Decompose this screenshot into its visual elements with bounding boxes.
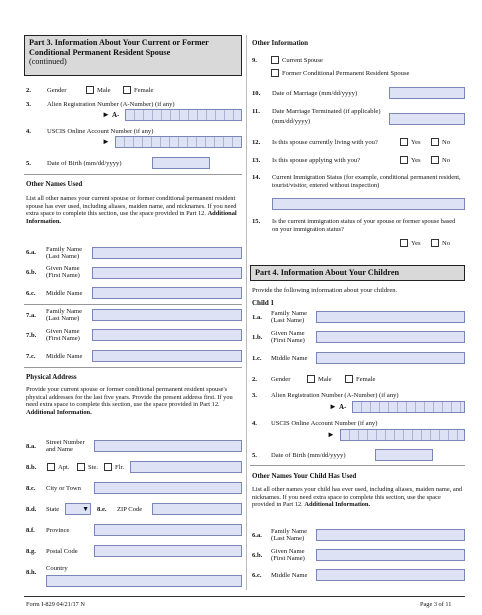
c5-label: Date of Birth (mm/dd/yyyy) (271, 452, 346, 459)
q13-label: Is this spouse applying with you? (272, 157, 361, 164)
q8b-number: 8.b. (26, 464, 37, 471)
zip-input[interactable] (152, 503, 242, 515)
other-family-name-input-2[interactable] (92, 309, 242, 321)
q7c-label: Middle Name (46, 353, 83, 360)
child-other-names-instructions (252, 486, 465, 509)
c3-label: Alien Registration Number (A-Number) (if any) (271, 392, 399, 399)
province-input[interactable] (94, 524, 242, 536)
ste-label: Ste. (88, 464, 99, 471)
q6a-label: Family Name (Last Name) (46, 246, 83, 260)
part4-header (250, 265, 465, 281)
child-family-name-input[interactable] (316, 311, 465, 323)
unit-number-input[interactable] (130, 461, 242, 473)
applying-yes-checkbox[interactable] (400, 156, 408, 164)
physical-address-additional: Additional Information. (26, 409, 92, 417)
state-select[interactable] (65, 503, 91, 515)
child-a-number-input[interactable] (352, 401, 465, 413)
child-other-names-para: List all other names your child has ever used, including aliases, maiden name, and nicknames. If you need extra space to complete this section, use the space provided in Part 12. (252, 486, 463, 509)
q8g-label: Postal Code (46, 548, 78, 555)
q7a-label: Family Name (Last Name) (46, 308, 83, 322)
c1c-label: Middle Name (271, 355, 308, 362)
footer-page-number: Page 3 of 11 (420, 601, 452, 608)
q7b-number: 7.b. (26, 332, 37, 339)
q6c-label: Middle Name (46, 290, 83, 297)
group-divider (24, 304, 242, 305)
physical-address-para: Provide your current spouse or former conditional permanent resident spouse's physical addresses for the last five years. Provide the present address first. If you need extra space to complete this section, use the space provided in Part 12. (26, 386, 233, 409)
c1b-number: 1.b. (252, 334, 263, 341)
q12-label: Is this spouse currently living with you? (272, 139, 378, 146)
chevron-down-icon: ▼ (82, 505, 89, 513)
other-given-name-input-2[interactable] (92, 329, 242, 341)
yes-label: Yes (411, 157, 421, 164)
child-dob-input[interactable] (375, 449, 433, 461)
q5-label: Date of Birth (mm/dd/yyyy) (47, 160, 122, 167)
q11-label: Date Marriage Terminated (if applicable) (mm/dd/yyyy) (272, 108, 381, 126)
q11-number: 11. (252, 108, 260, 115)
footer-rule (24, 596, 465, 597)
child-other-family-name-input[interactable] (316, 529, 465, 541)
other-given-name-input-1[interactable] (92, 267, 242, 279)
q8a-number: 8.a. (26, 443, 36, 450)
c4-number: 4. (252, 420, 257, 427)
current-spouse-label: Current Spouse (282, 57, 323, 64)
c1a-number: 1.a. (252, 314, 262, 321)
c4-label: USCIS Online Account Number (if any) (271, 420, 378, 427)
other-information-title: Other Information (252, 39, 309, 47)
q15-number: 15. (252, 218, 261, 225)
q8h-label: Country (46, 565, 68, 572)
q3-number: 3. (26, 101, 31, 108)
uscis-account-input[interactable] (115, 136, 242, 148)
city-input[interactable] (94, 482, 242, 494)
q3-label: Alien Registration Number (A-Number) (if any) (47, 101, 175, 108)
part4-intro: Provide the following information about your children. (252, 287, 398, 294)
q8h-number: 8.h. (26, 569, 37, 576)
no-label: No (442, 240, 451, 247)
q8c-number: 8.c. (26, 485, 36, 492)
q6c-number: 6.c. (26, 290, 36, 297)
gender-male-checkbox[interactable] (86, 86, 94, 94)
child-female-label: Female (356, 376, 376, 383)
living-with-no-checkbox[interactable] (431, 138, 439, 146)
q14-number: 14. (252, 174, 261, 181)
q7c-number: 7.c. (26, 353, 36, 360)
gender-female-label: Female (134, 87, 154, 94)
child-other-given-name-input[interactable] (316, 549, 465, 561)
apt-label: Apt. (58, 464, 70, 471)
c6b-label: Given Name (First Name) (271, 548, 305, 562)
other-names-instructions (26, 195, 242, 226)
part4-title: Part 4. Information About Your Children (255, 268, 400, 277)
former-spouse-checkbox[interactable] (271, 69, 279, 77)
c6c-number: 6.c. (252, 572, 262, 579)
q2-label: Gender (47, 87, 67, 94)
q8a-label: Street Number and Name (46, 439, 85, 453)
living-with-yes-checkbox[interactable] (400, 138, 408, 146)
q10-number: 10. (252, 90, 261, 97)
q5-number: 5. (26, 160, 31, 167)
q6b-number: 6.b. (26, 269, 37, 276)
other-names-para: List all other names your current spouse or former conditional permanent resident spouse has ever used, including aliases, maiden name, and nicknames. If you need extra space to complete this section, use the space provided in Part 12. (26, 195, 237, 218)
arrow-right-icon: ► (327, 430, 335, 439)
yes-label: Yes (411, 240, 421, 247)
q6a-number: 6.a. (26, 249, 36, 256)
q8e-number: 8.e. (97, 506, 107, 513)
status-based-yes-checkbox[interactable] (400, 239, 408, 247)
a-number-input[interactable] (125, 109, 242, 121)
apt-checkbox[interactable] (47, 463, 55, 471)
dob-input[interactable] (152, 157, 210, 169)
c1c-number: 1.c. (252, 355, 262, 362)
child-uscis-account-input[interactable] (340, 429, 465, 441)
c3-number: 3. (252, 392, 257, 399)
child-male-label: Male (318, 376, 332, 383)
q4-number: 4. (26, 128, 31, 135)
applying-no-checkbox[interactable] (431, 156, 439, 164)
q8f-number: 8.f. (26, 527, 35, 534)
c1b-label: Given Name (First Name) (271, 330, 305, 344)
current-spouse-checkbox[interactable] (271, 56, 279, 64)
marriage-terminated-input[interactable] (389, 113, 465, 125)
section-divider (24, 174, 242, 175)
no-label: No (442, 157, 451, 164)
q8e-label: ZIP Code (117, 506, 143, 513)
c1a-label: Family Name (Last Name) (271, 310, 308, 324)
q8c-label: City or Town (46, 485, 81, 492)
child-other-middle-name-input[interactable] (316, 569, 465, 581)
child-other-names-title: Other Names Your Child Has Used (252, 472, 357, 480)
status-based-no-checkbox[interactable] (431, 239, 439, 247)
flr-label: Flr. (115, 464, 124, 471)
c6a-number: 6.a. (252, 532, 262, 539)
street-input[interactable] (94, 440, 242, 452)
c6b-number: 6.b. (252, 552, 263, 559)
q7b-label: Given Name (First Name) (46, 328, 80, 342)
gender-male-label: Male (97, 87, 111, 94)
q10-label: Date of Marriage (mm/dd/yyyy) (272, 90, 358, 97)
part3-header (24, 35, 242, 76)
column-divider (246, 35, 247, 590)
q8f-label: Province (46, 527, 70, 534)
child-a-number-prefix: A- (339, 403, 347, 411)
other-family-name-input-1[interactable] (92, 247, 242, 259)
no-label: No (442, 139, 451, 146)
other-names-title: Other Names Used (26, 180, 83, 188)
q8d-label: State (46, 506, 60, 513)
section-divider (250, 465, 465, 466)
postal-code-input[interactable] (94, 545, 242, 557)
physical-address-instructions (26, 386, 242, 417)
gender-female-checkbox[interactable] (123, 86, 131, 94)
child-middle-name-input[interactable] (316, 352, 465, 364)
c2-number: 2. (252, 376, 257, 383)
q12-number: 12. (252, 139, 261, 146)
other-middle-name-input-1[interactable] (92, 287, 242, 299)
child1-title: Child 1 (252, 299, 274, 307)
ste-checkbox[interactable] (77, 463, 85, 471)
c6c-label: Middle Name (271, 572, 308, 579)
other-middle-name-input-2[interactable] (92, 350, 242, 362)
q7a-number: 7.a. (26, 312, 36, 319)
other-names-additional: Additional Information. (26, 210, 237, 226)
section-divider (24, 367, 242, 368)
footer-form-id: Form I-829 04/21/17 N (26, 601, 85, 608)
arrow-right-icon: ► (102, 137, 110, 146)
part3-continued: (continued) (29, 57, 67, 67)
country-input[interactable] (46, 575, 242, 587)
a-number-prefix: A- (112, 111, 120, 119)
q9-number: 9. (252, 57, 257, 64)
c2-label: Gender (271, 376, 291, 383)
yes-label: Yes (411, 139, 421, 146)
flr-checkbox[interactable] (104, 463, 112, 471)
child-other-names-additional: Additional Information. (304, 501, 371, 509)
part3-title: Part 3. Information About Your Current or Former Conditional Permanent Resident Spouse (29, 38, 209, 57)
c6a-label: Family Name (Last Name) (271, 528, 308, 542)
q6b-label: Given Name (First Name) (46, 265, 80, 279)
q13-number: 13. (252, 157, 261, 164)
child-given-name-input[interactable] (316, 331, 465, 343)
physical-address-title: Physical Address (26, 373, 77, 381)
q8d-number: 8.d. (26, 506, 37, 513)
q2-number: 2. (26, 87, 31, 94)
q15-label: Is the current immigration status of your spouse or former spouse based on your immigration status? (272, 218, 456, 233)
former-spouse-label: Former Conditional Permanent Resident Spouse (282, 70, 410, 77)
immigration-status-input[interactable] (272, 198, 465, 210)
child-gender-male-checkbox[interactable] (307, 375, 315, 383)
arrow-right-icon: ► (329, 402, 337, 411)
q4-label: USCIS Online Account Number (if any) (47, 128, 154, 135)
marriage-date-input[interactable] (389, 87, 465, 99)
q8g-number: 8.g. (26, 548, 36, 555)
c5-number: 5. (252, 452, 257, 459)
arrow-right-icon: ► (102, 110, 110, 119)
child-gender-female-checkbox[interactable] (345, 375, 353, 383)
q14-label: Current Immigration Status (for example, conditional permanent resident, tourist/visitor, entered without inspection) (272, 174, 461, 189)
